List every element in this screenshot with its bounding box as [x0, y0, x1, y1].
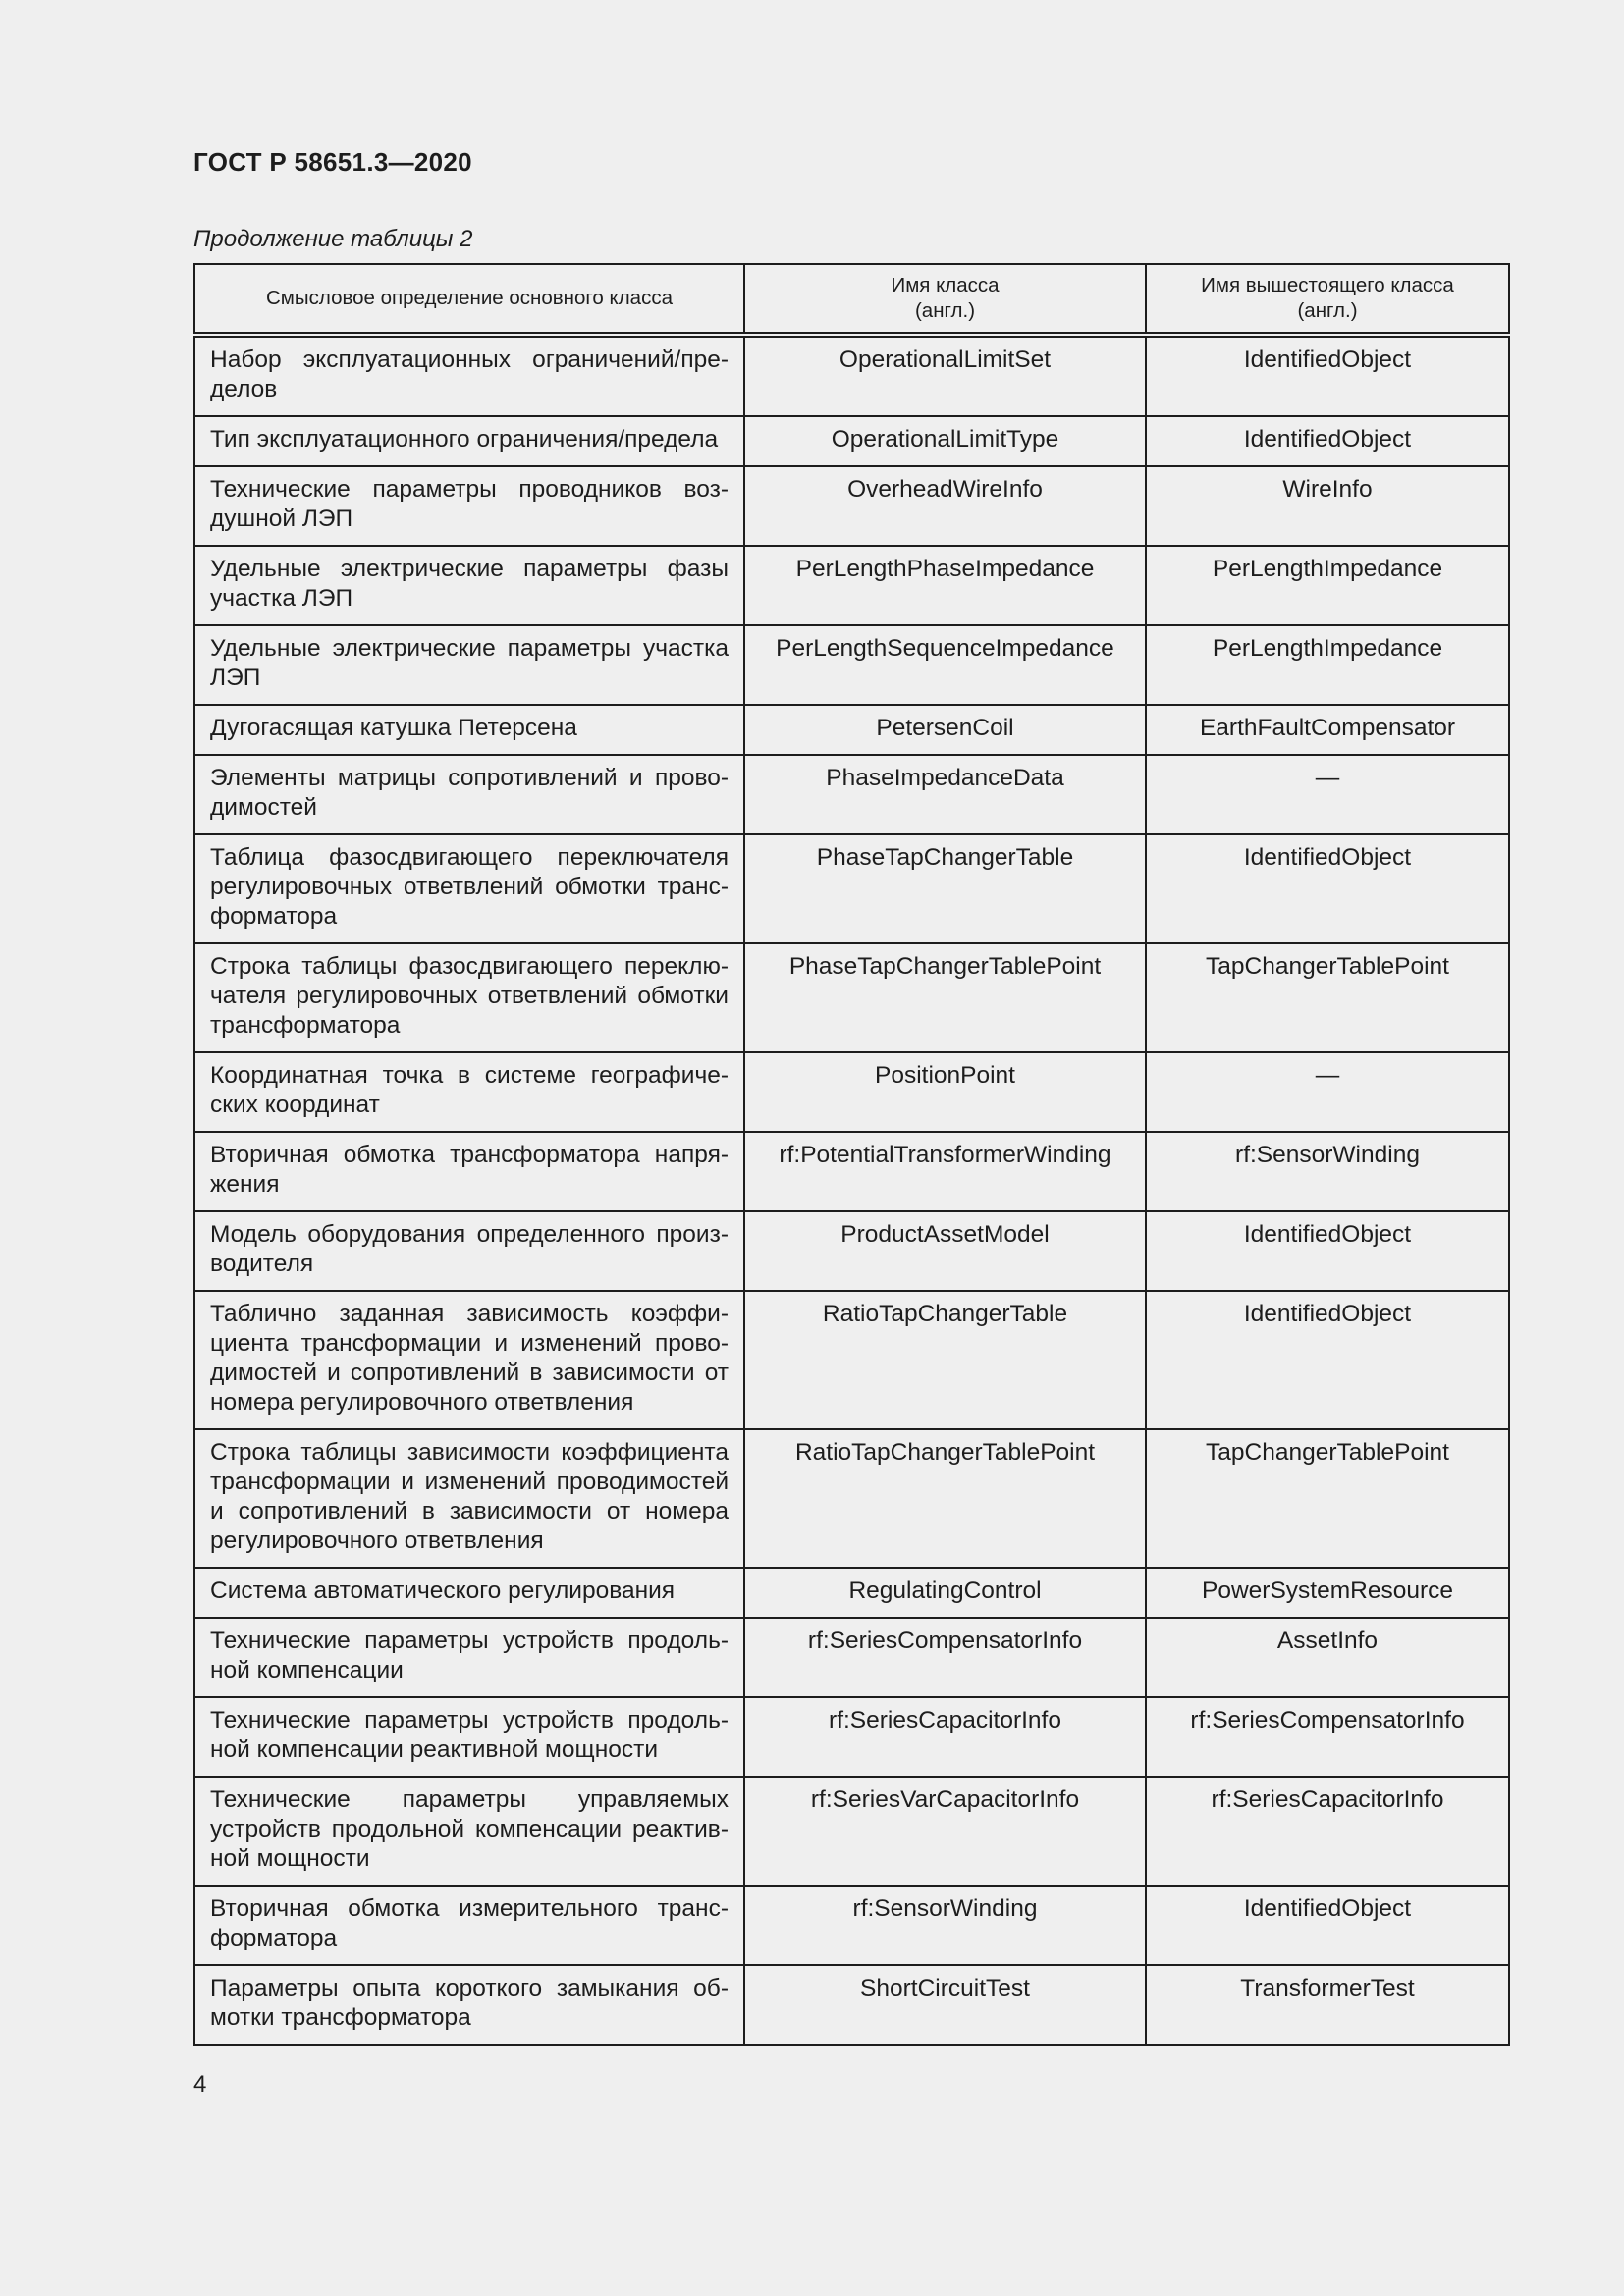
- cell-class-name: PhaseTapChangerTablePoint: [744, 943, 1146, 1052]
- cell-definition: Строка таблицы фазосдвигающего переклю-чателя регулировочных ответвлений обмотки трансформатора: [194, 943, 744, 1052]
- cell-parent-class: IdentifiedObject: [1146, 1291, 1509, 1429]
- column-header-class-name: [744, 264, 1146, 335]
- cell-parent-class: —: [1146, 755, 1509, 834]
- column-header-text: Имя класса (англ.): [891, 274, 1000, 322]
- cell-class-name: rf:SensorWinding: [744, 1886, 1146, 1965]
- cell-definition: Технические параметры проводников воз-душной ЛЭП: [194, 466, 744, 546]
- table-header-row: [194, 264, 1509, 335]
- table-row: [194, 1132, 1509, 1211]
- cell-definition: Таблично заданная зависимость коэффи-циента трансформации и изменений прово-димостей и сопротивлений в зависимости от номера регулировочного ответвления: [194, 1291, 744, 1429]
- cell-parent-class: IdentifiedObject: [1146, 416, 1509, 466]
- cell-definition: Параметры опыта короткого замыкания об-мотки трансформатора: [194, 1965, 744, 2045]
- cell-class-name: ShortCircuitTest: [744, 1965, 1146, 2045]
- table-row: [194, 416, 1509, 466]
- table-row: [194, 943, 1509, 1052]
- cell-class-name: RatioTapChangerTable: [744, 1291, 1146, 1429]
- table-row: [194, 1965, 1509, 2045]
- classes-table: [193, 263, 1510, 2046]
- cell-definition: Таблица фазосдвигающего переключателя регулировочных ответвлений обмотки транс-форматора: [194, 834, 744, 943]
- cell-definition: Удельные электрические параметры фазы участка ЛЭП: [194, 546, 744, 625]
- cell-class-name: rf:PotentialTransformerWinding: [744, 1132, 1146, 1211]
- table-row: [194, 755, 1509, 834]
- cell-parent-class: rf:SensorWinding: [1146, 1132, 1509, 1211]
- cell-parent-class: WireInfo: [1146, 466, 1509, 546]
- cell-definition: Координатная точка в системе географиче-ских координат: [194, 1052, 744, 1132]
- cell-definition: Вторичная обмотка трансформатора напря-жения: [194, 1132, 744, 1211]
- cell-parent-class: TapChangerTablePoint: [1146, 943, 1509, 1052]
- cell-parent-class: IdentifiedObject: [1146, 335, 1509, 416]
- cell-parent-class: IdentifiedObject: [1146, 834, 1509, 943]
- cell-parent-class: PerLengthImpedance: [1146, 625, 1509, 705]
- column-header-text: Имя вышестоящего класса (англ.): [1201, 274, 1454, 322]
- cell-parent-class: PowerSystemResource: [1146, 1568, 1509, 1618]
- cell-definition: Элементы матрицы сопротивлений и прово-димостей: [194, 755, 744, 834]
- table-row: [194, 546, 1509, 625]
- cell-definition: Дугогасящая катушка Петерсена: [194, 705, 744, 755]
- cell-definition: Система автоматического регулирования: [194, 1568, 744, 1618]
- cell-parent-class: EarthFaultCompensator: [1146, 705, 1509, 755]
- cell-class-name: PetersenCoil: [744, 705, 1146, 755]
- cell-parent-class: TapChangerTablePoint: [1146, 1429, 1509, 1568]
- cell-parent-class: TransformerTest: [1146, 1965, 1509, 2045]
- cell-class-name: PhaseImpedanceData: [744, 755, 1146, 834]
- cell-definition: Модель оборудования определенного произ-водителя: [194, 1211, 744, 1291]
- cell-definition: Вторичная обмотка измерительного транс-форматора: [194, 1886, 744, 1965]
- cell-parent-class: rf:SeriesCapacitorInfo: [1146, 1777, 1509, 1886]
- table-row: [194, 625, 1509, 705]
- cell-parent-class: —: [1146, 1052, 1509, 1132]
- cell-parent-class: rf:SeriesCompensatorInfo: [1146, 1697, 1509, 1777]
- column-header-definition: [194, 264, 744, 335]
- table-row: [194, 1886, 1509, 1965]
- cell-class-name: rf:SeriesCompensatorInfo: [744, 1618, 1146, 1697]
- cell-class-name: RegulatingControl: [744, 1568, 1146, 1618]
- cell-definition: Технические параметры управляемых устройств продольной компенсации реактив-ной мощности: [194, 1777, 744, 1886]
- column-header-parent-class: [1146, 264, 1509, 335]
- cell-class-name: OperationalLimitSet: [744, 335, 1146, 416]
- table-row: [194, 466, 1509, 546]
- cell-parent-class: IdentifiedObject: [1146, 1886, 1509, 1965]
- cell-class-name: ProductAssetModel: [744, 1211, 1146, 1291]
- cell-class-name: PhaseTapChangerTable: [744, 834, 1146, 943]
- cell-class-name: rf:SeriesCapacitorInfo: [744, 1697, 1146, 1777]
- table-body: [194, 335, 1509, 2045]
- table-row: [194, 335, 1509, 416]
- document-code: ГОСТ Р 58651.3—2020: [193, 147, 472, 177]
- cell-definition: Технические параметры устройств продоль-ной компенсации: [194, 1618, 744, 1697]
- cell-class-name: rf:SeriesVarCapacitorInfo: [744, 1777, 1146, 1886]
- table-row: [194, 1697, 1509, 1777]
- cell-definition: Технические параметры устройств продоль-ной компенсации реактивной мощности: [194, 1697, 744, 1777]
- table-row: [194, 1777, 1509, 1886]
- cell-class-name: PerLengthSequenceImpedance: [744, 625, 1146, 705]
- cell-class-name: PositionPoint: [744, 1052, 1146, 1132]
- cell-parent-class: PerLengthImpedance: [1146, 546, 1509, 625]
- cell-definition: Тип эксплуатационного ограничения/предела: [194, 416, 744, 466]
- table-row: [194, 1052, 1509, 1132]
- cell-class-name: PerLengthPhaseImpedance: [744, 546, 1146, 625]
- cell-parent-class: AssetInfo: [1146, 1618, 1509, 1697]
- table-row: [194, 1211, 1509, 1291]
- cell-definition: Строка таблицы зависимости коэффициента трансформации и изменений проводимостей и сопротивлений в зависимости от номера регулировочного ответвления: [194, 1429, 744, 1568]
- column-header-text: Смысловое определение основного класса: [266, 287, 673, 309]
- cell-definition: Набор эксплуатационных ограничений/пре-делов: [194, 335, 744, 416]
- table-caption: Продолжение таблицы 2: [193, 226, 473, 252]
- cell-definition: Удельные электрические параметры участка ЛЭП: [194, 625, 744, 705]
- page-number: 4: [193, 2071, 207, 2098]
- cell-parent-class: IdentifiedObject: [1146, 1211, 1509, 1291]
- cell-class-name: OverheadWireInfo: [744, 466, 1146, 546]
- table-row: [194, 705, 1509, 755]
- table-row: [194, 1291, 1509, 1429]
- table-row: [194, 1568, 1509, 1618]
- table-row: [194, 834, 1509, 943]
- table-row: [194, 1429, 1509, 1568]
- table-row: [194, 1618, 1509, 1697]
- cell-class-name: OperationalLimitType: [744, 416, 1146, 466]
- cell-class-name: RatioTapChangerTablePoint: [744, 1429, 1146, 1568]
